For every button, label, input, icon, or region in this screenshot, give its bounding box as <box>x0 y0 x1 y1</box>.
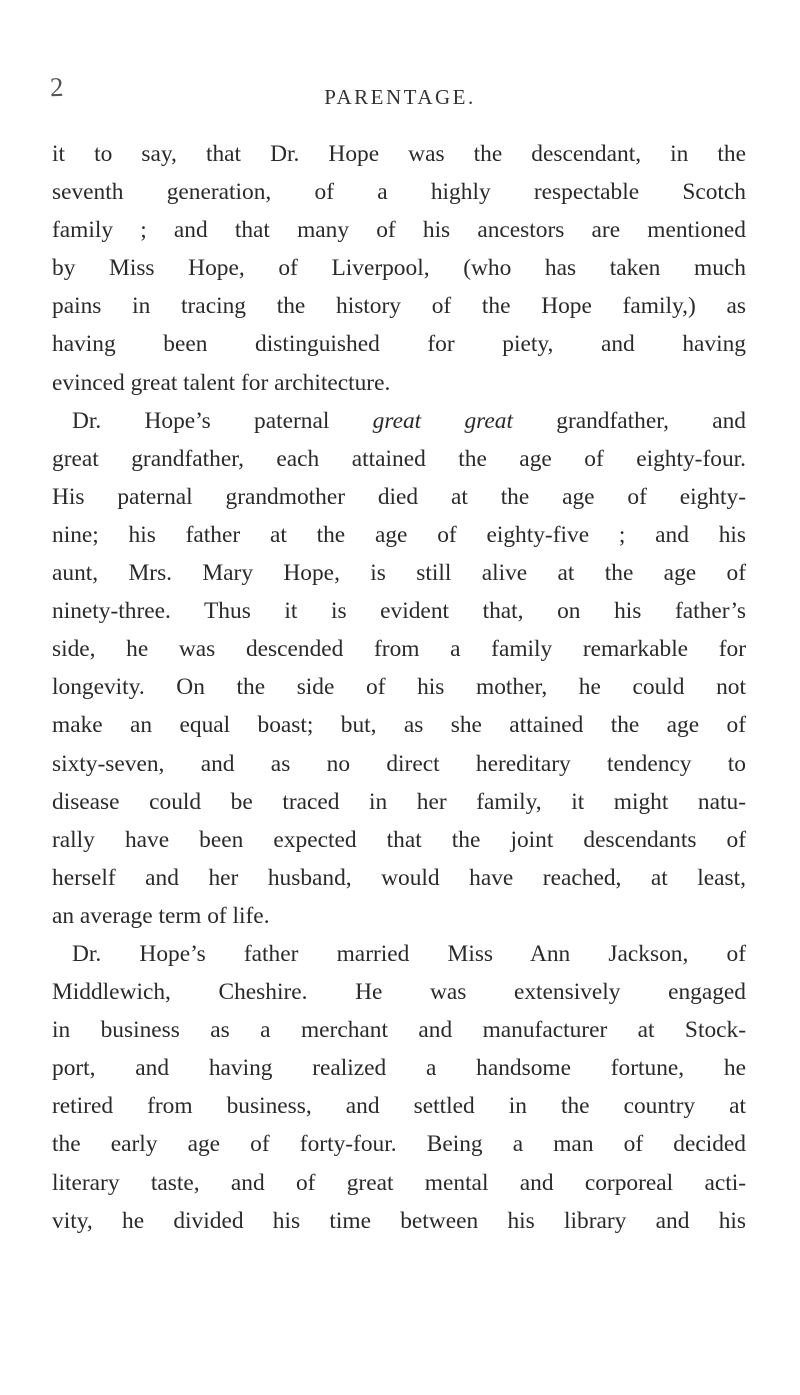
text-line: an average term of life. <box>52 902 270 929</box>
text-line: literary taste, and of great mental and corporeal acti- <box>52 1169 746 1196</box>
text-segment: grandfather, and <box>512 407 747 434</box>
body-text <box>52 135 746 1240</box>
text-line <box>52 402 746 440</box>
text-line: evinced great talent for architecture. <box>52 369 391 396</box>
text-line: the early age of forty-four. Being a man of decided <box>52 1131 746 1158</box>
text-line: rally have been expected that the joint descendants of <box>52 826 746 853</box>
text-line: Middlewich, Cheshire. He was extensively engaged <box>52 979 746 1006</box>
text-line: great grandfather, each attained the age of eighty-four. <box>52 445 746 472</box>
text-line: it to say, that Dr. Hope was the descendant, in the <box>52 141 746 167</box>
text-line: having been distinguished for piety, and having <box>52 331 746 358</box>
text-line: by Miss Hope, of Liverpool, (who has taken much <box>52 255 746 282</box>
text-line: sixty-seven, and as no direct hereditary tendency to <box>52 750 746 777</box>
running-head: PARENTAGE. <box>324 85 476 109</box>
text-line: His paternal grandmother died at the age of eighty- <box>52 483 746 510</box>
text-line: side, he was descended from a family remarkable for <box>52 636 746 663</box>
text-line: pains in tracing the history of the Hope family,) as <box>52 293 746 320</box>
text-line: port, and having realized a handsome fortune, he <box>52 1055 746 1082</box>
text-line: disease could be traced in her family, it might natu- <box>52 788 746 815</box>
text-line: make an equal boast; but, as she attained the age of <box>52 712 746 739</box>
text-segment: Dr. Hope’s paternal <box>72 407 373 434</box>
text-line: vity, he divided his time between his library and his <box>52 1207 746 1234</box>
text-line: Dr. Hope’s father married Miss Ann Jackson, of <box>72 940 746 967</box>
text-line: longevity. On the side of his mother, he could not <box>52 674 746 701</box>
text-line: retired from business, and settled in the country at <box>52 1093 746 1120</box>
text-line: in business as a merchant and manufacturer at Stock- <box>52 1017 746 1044</box>
text-line: herself and her husband, would have reached, at least, <box>52 864 746 891</box>
text-line: ninety-three. Thus it is evident that, on his father’s <box>52 598 746 625</box>
text-line: family ; and that many of his ancestors are mentioned <box>52 217 746 244</box>
italic-phrase: great great <box>372 407 513 434</box>
page-number: 2 <box>49 71 65 103</box>
text-line: aunt, Mrs. Mary Hope, is still alive at the age of <box>52 560 746 587</box>
text-line: nine; his father at the age of eighty-five ; and his <box>52 521 746 548</box>
text-line: seventh generation, of a highly respectable Scotch <box>52 179 746 206</box>
